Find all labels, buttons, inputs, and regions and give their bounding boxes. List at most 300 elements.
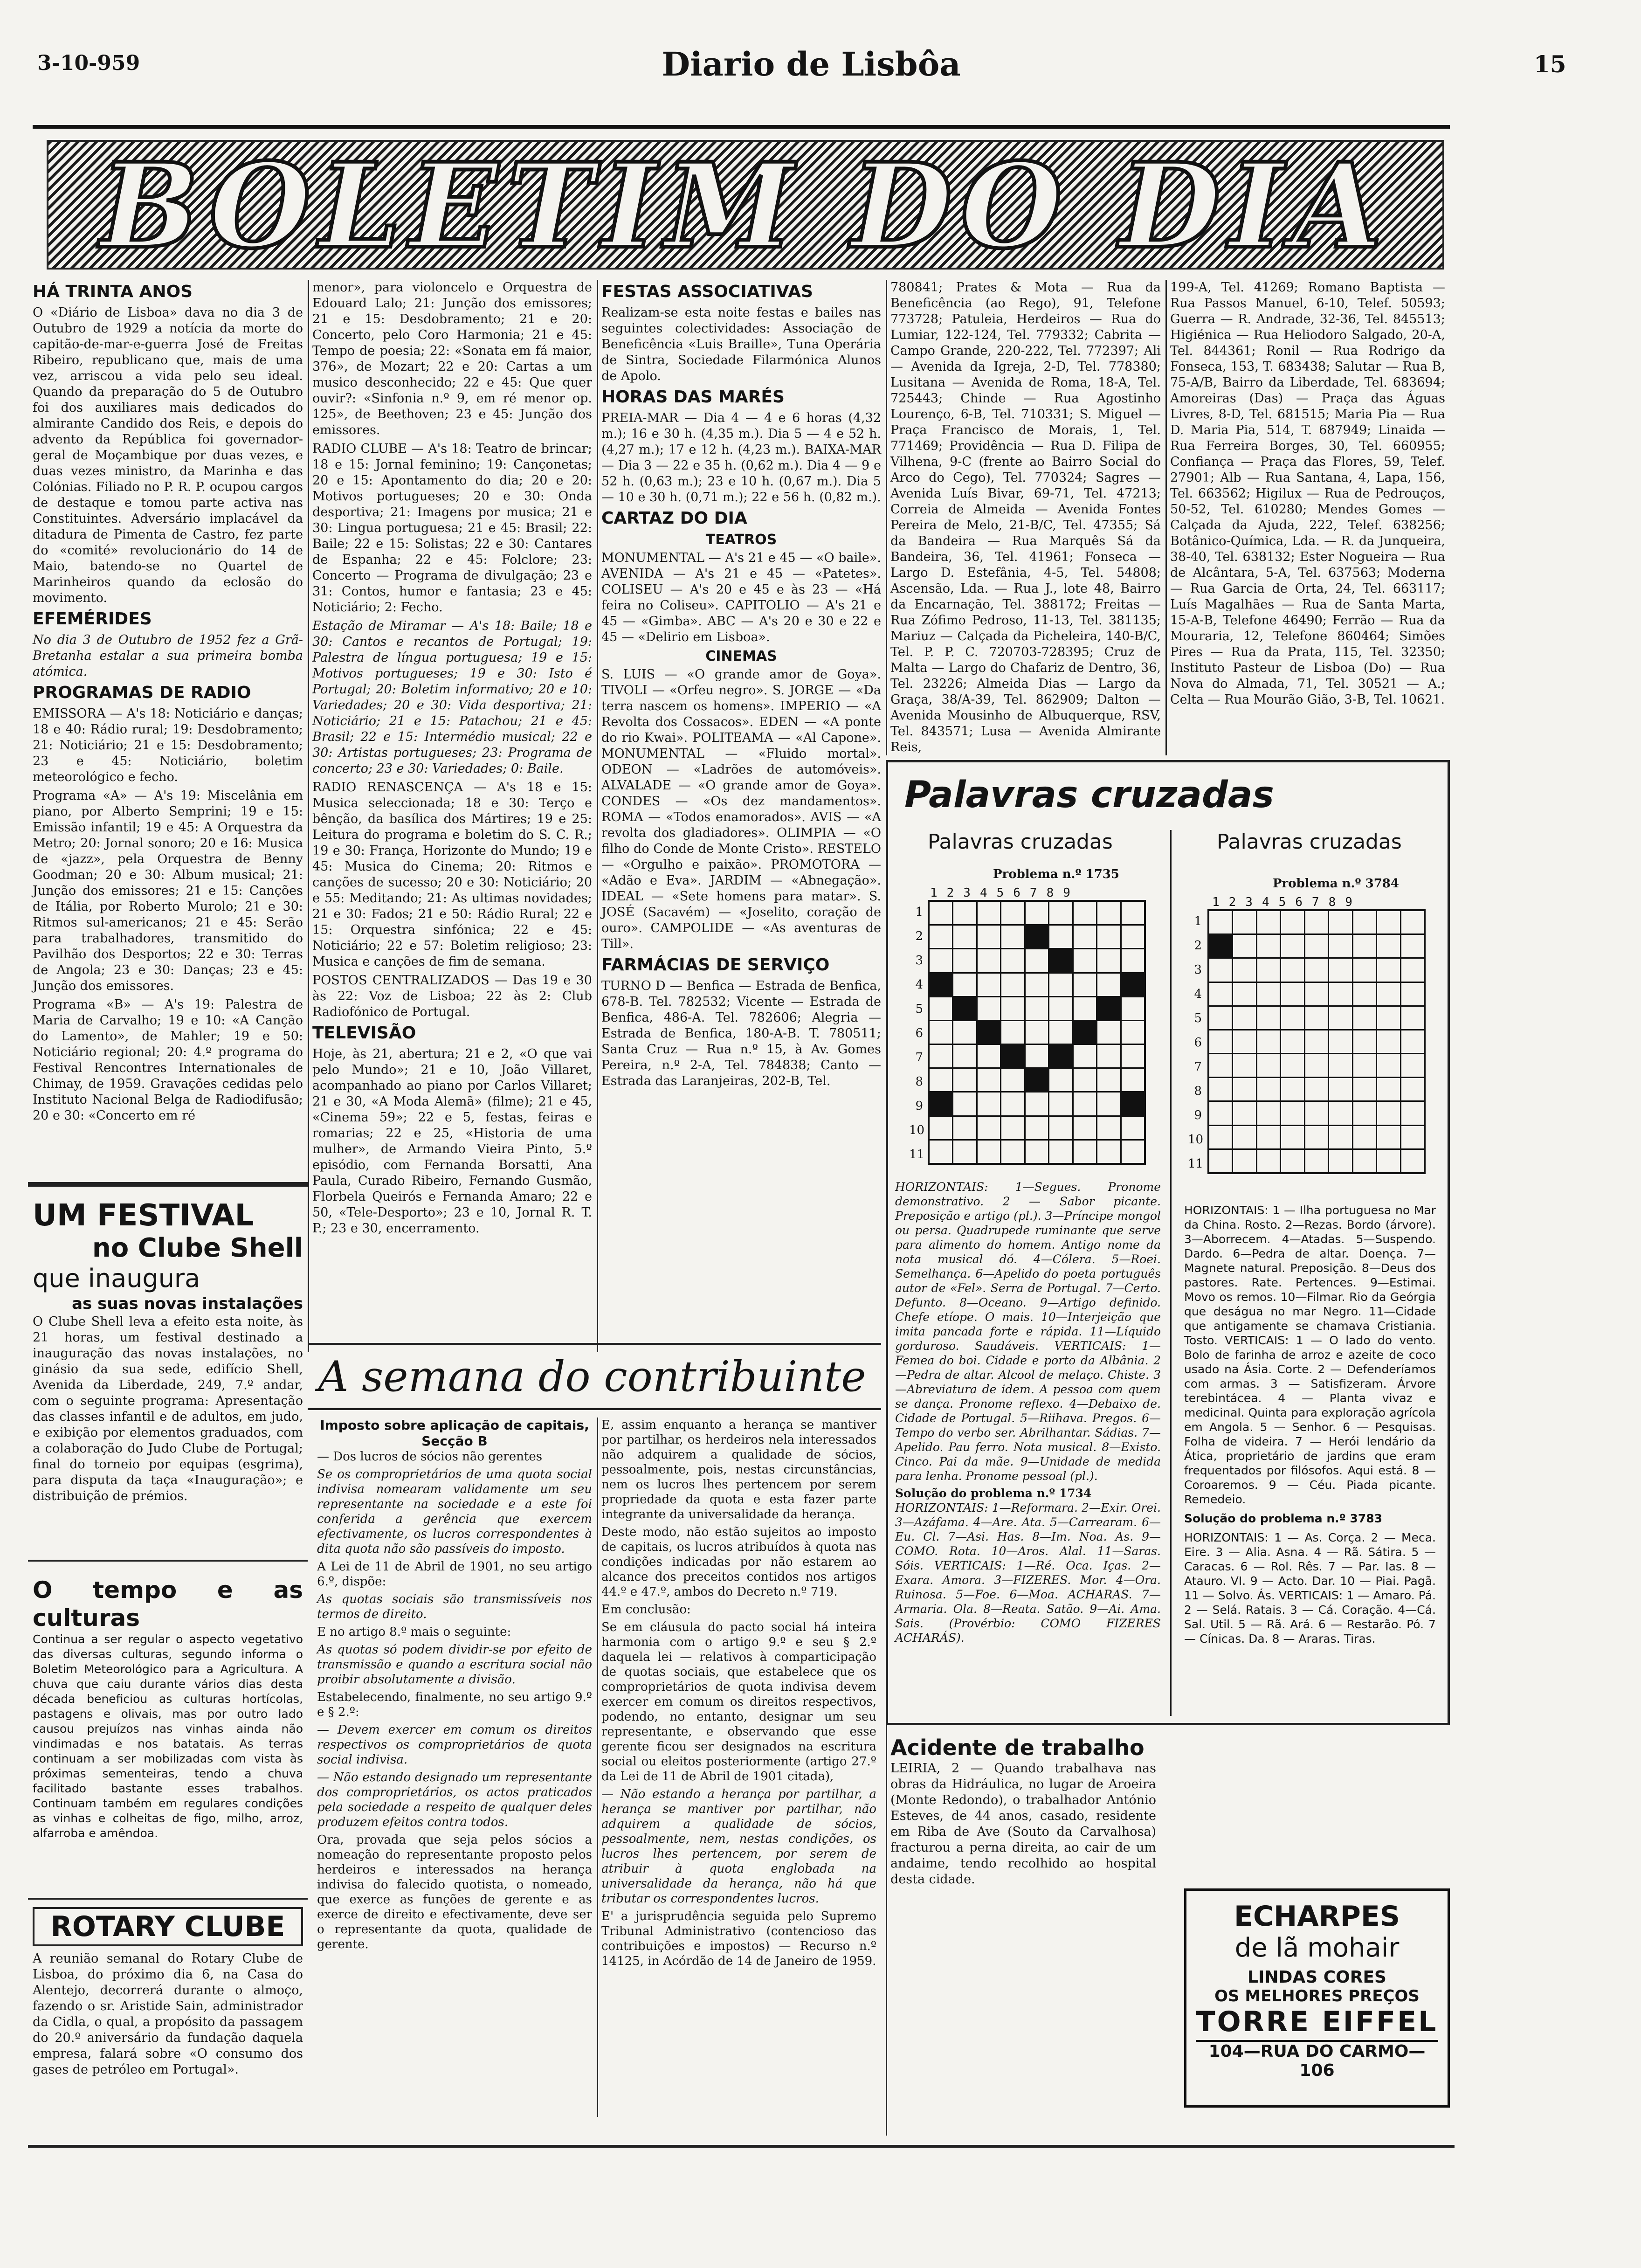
- problem-left-number: Problema n.º 1735: [993, 867, 1119, 881]
- grid-cell: [953, 949, 976, 972]
- grid-cell: [1074, 902, 1096, 924]
- farmacias-cont-2: 199-A, Tel. 41269; Romano Baptista — Rua Passos Manuel, 6-10, Telef. 50593; Guerra — R. Andrade, 32-36, Tel. 845513; Higiénica — Rua Heliodoro Salgado, 20-A, Tel. 844361; Ronil — Rua Rodrigo da Fonseca, 153, T. 683438; Salutar — Rua B, 75-A/B, Bairro da Liberdade, Tel. 683694; Amoreiras (Das) — Praça das Águas Livres, 8-D, Tel. 681515; Maria Pia — Rua D. Maria Pia, 514, T. 687949; Linaida — Rua Ferreira Borges, 30, Tel. 660955; Confiança — Praça das Flores, 59, Telef. 27901; Alb — Rua Santana, 4, Lapa, 156, Tel. 663562; Higilux — Rua de Pedrouços, 50-52, Tel. 610280; Mendes Gomes — Calçada da Ajuda, 222, Telef. 638256; Botânico-Química, Lda. — R. da Junqueira, 38-40, Tel. 638132; Ester Nogueira — Rua de Alcântara, 5-A, Tel. 637563; Moderna — Rua Garcia de Orta, 24, Tel. 663117; Luís Magalhães — Rua de Santa Marta, 15-A-B, Telefone 46490; Ferrão — Rua da Mouraria, 12, Telefone 860464; Simões Pires — Rua da Prata, 115, Tel. 32350; Instituto Pasteur de Lisboa (Do) — Rua Nova do Almada, 71, Tel. 30521 — A.; Celta — Rua Mourão Gião, 3-B, Tel. 10621.: [1170, 280, 1445, 707]
- radio-emissora: EMISSORA — A's 18: Noticiário e danças; 18 e 40: Rádio rural; 19: Desdobramento; 21: Noticiário; 21 e 15: Desdobramento; 23 e 45: Noticiário, boletim meteorológico e fecho.: [33, 706, 303, 784]
- crossword-grid-left: [928, 900, 1146, 1165]
- grid-cell: [1329, 1078, 1351, 1100]
- black-cell: [1209, 935, 1232, 957]
- crossword-right-clues: [1184, 1203, 1436, 1649]
- grid-cell: [1281, 1102, 1303, 1124]
- radio-heading: PROGRAMAS DE RADIO: [33, 683, 251, 702]
- row-number: 8: [915, 1075, 923, 1089]
- cinemas-text: S. LUIS — «O grande amor de Goya». TIVOLI — «Orfeu negro». S. JORGE — «Da terra nascem os homens». IMPERIO — «A Revolta dos Cossacos». EDEN — «A ponte do rio Kwai». POLITEAMA — «Al Capone». MONUMENTAL — «Fluido mortal». ODEON — «Ladrões de automóveis». ALVALADE — «O grande amor de Goya». CONDES — «Os dez mandamentos». ROMA — «Todos enamorados». AVIS — «A revolta dos gladiadores». OLIMPIA — «O filho do Conde de Monte Cristo». RESTELO — «Orgulho e paixão». PROMOTORA — «Adão e Eva». JARDIM — «Abnegação». IDEAL — «Sete homens para matar». S. JOSÉ (Sacavém) — «Joselito, coração de ouro». CAMPOLIDE — «As aventuras de Till».: [601, 667, 881, 951]
- issue-date: 3-10-959: [37, 51, 140, 75]
- grid-cell: [978, 974, 1000, 996]
- grid-cell: [1097, 1045, 1120, 1067]
- grid-cell: [1001, 974, 1024, 996]
- grid-cell: [1353, 911, 1376, 933]
- row-number: 6: [1194, 1036, 1202, 1050]
- grid-cell: [1074, 1141, 1096, 1163]
- festival-text: O Clube Shell leva a efeito esta noite, às 21 horas, um festival destinado a inauguração das novas instalações, no ginásio da sua sede, edifício Shell, Avenida da Liberdade, 249, 7.º andar, com o seguinte programa: Apresentação das classes infantil e de adultos, em judo, e exibição por elementos graduados, com a colaboração do Judo Clube de Portugal; final do torneio por equipas (esgrima), para disputa da taça «Inauguração»; e distribuição de prémios.: [33, 1314, 303, 1503]
- row-number: 11: [909, 1148, 925, 1162]
- grid-cell: [1097, 974, 1120, 996]
- grid-cell: [1353, 1054, 1376, 1077]
- grid-cell: [953, 926, 976, 948]
- column-5: [1170, 280, 1445, 711]
- black-cell: [930, 1093, 952, 1115]
- grid-cell: [1281, 1078, 1303, 1100]
- grid-cell: [1377, 911, 1400, 933]
- grid-cell: [978, 1069, 1000, 1091]
- grid-cell: [1401, 1102, 1424, 1124]
- grid-cell: [1233, 1007, 1255, 1029]
- black-cell: [1097, 997, 1120, 1020]
- grid-cell: [930, 902, 952, 924]
- grid-cell: [1074, 926, 1096, 948]
- crossword-left-clues: [895, 1180, 1161, 1648]
- semana-p5: E no artigo 8.º mais o seguinte:: [317, 1625, 511, 1639]
- trinta-text: O «Diário de Lisboa» dava no dia 3 de Outubro de 1929 a notícia da morte do capitão-de-mar-e-guerra José de Freitas Ribeiro, republicano que, mais de uma vez, arriscou a vida pelo seu ideal. Quando da preparação do 5 de Outubro foi dos auxiliares mais dedicados do almirante Candido dos Reis, e depois do advento da República foi governador-geral de Moçambique por duas vezes, e duas vezes ministro, da Marinha e das Colónias. Filiado no P. R. P. ocupou cargos de destaque e tomou parte activa nas Constituintes. Adversário implacável da ditadura de Pimenta de Castro, fez parte do «comité» revolucionário do 14 de Maio, batendo-se no Quartel de Marinheiros quando da eclosão do movimento.: [33, 305, 303, 605]
- row-number: 10: [909, 1123, 925, 1137]
- grid-cell: [978, 926, 1000, 948]
- row-number: 3: [915, 954, 923, 968]
- tv-text: Hoje, às 21, abertura; 21 e 2, «O que vai pelo Mundo»; 21 e 10, João Villaret, acompanhado ao piano por Carlos Villaret; 21 e 30, «A Moda Alemã» (filme); 21 e 45, «Cinema 59»; 22 e 5, festas, feiras e romarias; 22 e 25, «Historia de uma mulher», de Armando Vieira Pinto, 5.º episódio, com Fernanda Borsatti, Ana Paula, Curado Ribeiro, Fernando Gusmão, Florbela Queirós e Fernanda Amaro; 22 e 50, «Tele-Desporto»; 23 e 10, Jornal R. T. P.; 23 e 30, encerramento.: [312, 1047, 592, 1236]
- advert-prices: OS MELHORES PREÇOS: [1214, 1987, 1420, 2005]
- right-solution-heading: Solução do problema n.º 3783: [1184, 1512, 1383, 1525]
- grid-cell: [1097, 1141, 1120, 1163]
- row-number: 6: [915, 1026, 923, 1040]
- tempo-article: [33, 1576, 303, 1844]
- grid-cell: [1001, 949, 1024, 972]
- advert-headline: ECHARPES: [1234, 1900, 1400, 1933]
- grid-cell: [1074, 997, 1096, 1020]
- row-number: 7: [915, 1051, 923, 1065]
- radio-clube: RADIO CLUBE — A's 18: Teatro de brincar; 18 e 15: Jornal feminino; 19: Cançonetas; 20 e 15: Apontamento do dia; 20 e 20: Motivos portugueses; 20 e 30: Onda desportiva; 21: Imagens por musica; 21 e 30: Lingua portuguesa; 21 e 45: Brasil; 22: Baile; 22 e 15: Solistas; 22 e 30: Cantares de Espanha; 22 e 45: Folclore; 23: Concerto — Programa de divulgação; 23 e 31: Contos, humor e fantasia; 23 e 45: Noticiário; 2: Fecho.: [312, 442, 592, 615]
- grid-cell: [1233, 1150, 1255, 1172]
- grid-cell: [1049, 1093, 1072, 1115]
- grid-cell: [1122, 926, 1144, 948]
- grid-cell: [1097, 926, 1120, 948]
- problem-right-number: Problema n.º 3784: [1273, 877, 1399, 891]
- grid-cell: [1257, 959, 1280, 981]
- grid-cell: [1233, 1030, 1255, 1053]
- grid-cell: [1074, 1045, 1096, 1067]
- grid-cell: [1257, 1126, 1280, 1148]
- grid-cell: [978, 1045, 1000, 1067]
- grid-cell: [1353, 935, 1376, 957]
- grid-cell: [1209, 1054, 1232, 1077]
- semana-p11: E, assim enquanto a herança se mantiver por partilhar, os herdeiros nela interessados não adquirem a qualidade de sócios, pessoalmente, pois, nestas circunstâncias, nem os lucros lhes pertencem por serem propriedade da quota e esta fazer parte integrante da universalidade da herança.: [601, 1418, 876, 1521]
- grid-cell: [1281, 983, 1303, 1005]
- grid-cell: [1329, 935, 1351, 957]
- grid-cell: [1401, 1150, 1424, 1172]
- grid-cell: [1001, 926, 1024, 948]
- grid-cell: [1329, 911, 1351, 933]
- grid-cell: [930, 1117, 952, 1139]
- efemerides-heading: EFEMÉRIDES: [33, 609, 152, 629]
- grid-cell: [1209, 959, 1232, 981]
- banner-title: BOLETIM DO DIA: [100, 140, 1391, 270]
- grid-cell: [1305, 935, 1328, 957]
- rule-col1-col2: [308, 280, 309, 1352]
- grid-cell: [1209, 983, 1232, 1005]
- row-number: 7: [1194, 1060, 1202, 1074]
- grid-cell: [1026, 1021, 1048, 1044]
- grid-right-row-numbers: [1188, 909, 1202, 1176]
- grid-cell: [1329, 1102, 1351, 1124]
- grid-cell: [1329, 1126, 1351, 1148]
- grid-cell: [1097, 1021, 1120, 1044]
- semana-p10: Ora, provada que seja pelos sócios a nomeação do representante proposto pelos herdeiros e interessados na herança indivisa do falecido quotista, o nomeado, que exerce as funções de gerente e as exerce de direito e efectivamente, deve ser o representante da quota, qualidade de gerente.: [317, 1833, 592, 1951]
- radio-programa-b: Programa «B» — A's 19: Palestra de Maria de Carvalho; 19 e 10: «A Canção do Lamento», de Mahler; 19 e 50: Noticiário regional; 20: 4.º programa do Festival Rencontres Internationales de Chimay, de 1959. Gravações cedidas pelo Instituto Nacional Belga de Radiodifusão; 20 e 30: «Concerto em ré: [33, 997, 303, 1123]
- grid-cell: [1026, 949, 1048, 972]
- festival-kicker: que inaugura: [33, 1264, 200, 1293]
- grid-cell: [1305, 1150, 1328, 1172]
- grid-cell: [1281, 959, 1303, 981]
- crossword-grid-right: [1207, 909, 1426, 1174]
- semana-divider: [597, 1418, 598, 2117]
- grid-cell: [1026, 974, 1048, 996]
- row-number: 9: [915, 1099, 923, 1113]
- grid-cell: [1329, 1007, 1351, 1029]
- festival-article: [33, 1198, 303, 1507]
- semana-p2: Se os comproprietários de uma quota social indivisa nomearam validamente um seu representante na sociedade e a este foi conferida a gerência que exercem efectivamente, os lucros correspondentes à dita quota não são passíveis do imposto.: [317, 1467, 592, 1556]
- semana-column-2: [601, 1418, 876, 1971]
- grid-cell: [1377, 983, 1400, 1005]
- grid-cell: [930, 926, 952, 948]
- grid-cell: [1353, 1030, 1376, 1053]
- grid-cell: [953, 1093, 976, 1115]
- right-clues-text: HORIZONTAIS: 1 — Ilha portuguesa no Mar da China. Rosto. 2—Rezas. Bordo (árvore). 3—Aborrecem. 4—Atadas. 5—Suspendo. Dardo. 6—Pedra de altar. Doença. 7—Magnete natural. Preposição. 8—Deus dos pastores. Rate. Pertences. 9—Estimai. Movo os remos. 10—Filmar. Rio da Geórgia que deságua no mar Negro. 11—Cidade que antigamente se chamava Cristiania. Tosto. VERTICAIS: 1 — O lado do vento. Bolo de farinha de arroz e azeite de coco usado na Ásia. Corte. 2 — Defenderíamos com armas. 3 — Satisfizeram. Árvore terebintácea. 4 — Planta vivaz e medicinal. Quinta para exploração agrícola em Angola. 5 — Senhor. 6 — Pesquisas. Folha de videira. 7 — Herói lendário da Ática, proprietário de jardins que eram frequentados por filósofos. Aqui está. 8 — Coroaremos. 9 — Céu. Piada picante. Remedeio.: [1184, 1203, 1436, 1506]
- grid-cell: [1281, 935, 1303, 957]
- grid-cell: [1305, 1054, 1328, 1077]
- grid-cell: [1049, 974, 1072, 996]
- crossword-left-title: Palavras cruzadas: [928, 830, 1113, 854]
- grid-cell: [1049, 926, 1072, 948]
- grid-cell: [1233, 1126, 1255, 1148]
- grid-cell: [930, 1045, 952, 1067]
- grid-cell: [953, 1117, 976, 1139]
- grid-cell: [1001, 1093, 1024, 1115]
- grid-cell: [1353, 1150, 1376, 1172]
- black-cell: [1001, 1045, 1024, 1067]
- row-number: 2: [1194, 939, 1202, 953]
- grid-cell: [1049, 902, 1072, 924]
- semana-p9: — Não estando designado um representante dos comproprietários, os actos praticados pela sociedade a respeito de qualquer deles produzem efeitos contra todos.: [317, 1770, 592, 1829]
- grid-cell: [953, 1021, 976, 1044]
- column-4: [890, 280, 1161, 758]
- advert-material: de lã mohair: [1234, 1933, 1400, 1963]
- black-cell: [930, 974, 952, 996]
- grid-cell: [1281, 1030, 1303, 1053]
- grid-cell: [1049, 1141, 1072, 1163]
- grid-cell: [1233, 1054, 1255, 1077]
- grid-cell: [1305, 983, 1328, 1005]
- crossword-right-title: Palavras cruzadas: [1217, 830, 1402, 854]
- column-3: [601, 280, 881, 1092]
- grid-cell: [1377, 1007, 1400, 1029]
- grid-cell: [1209, 1150, 1232, 1172]
- left-solution-text: HORIZONTAIS: 1—Reformara. 2—Exir. Orei. 3—Azáfama. 4—Are. Ata. 5—Carrearam. 6—Eu. Cl. 7—Asi. Has. 8—Im. Noa. As. 9—COMO. Rota. 10—Aros. Alal. 11—Saras. Sóis. VERTICAIS: 1—Ré. Oca. Iças. 2—Exara. Amora. 3—FIZERES. Mor. 4—Ora. Ruinosa. 5—Foe. 6—Moa. ACHARAS. 7—Armaria. Ola. 8—Reata. Satão. 9—Ai. Ama. Sais. (Provérbio: COMO FIZERES ACHARÁS).: [895, 1501, 1161, 1645]
- mares-text: PREIA-MAR — Dia 4 — 4 e 6 horas (4,32 m.); 16 e 30 h. (4,35 m.). Dia 5 — 4 e 52 h. (4,27 m.); 17 e 12 h. (4,23 m.). BAIXA-MAR — Dia 3 — 22 e 35 h. (0,62 m.). Dia 4 — 9 e 52 h. (0,63 m.); 23 e 10 h. (0,67 m.). Dia 5 — 10 e 30 h. (0,71 m.); 22 e 56 h. (0,82 m.).: [601, 411, 881, 505]
- grid-cell: [978, 1141, 1000, 1163]
- right-solution-text: HORIZONTAIS: 1 — As. Corça. 2 — Meca. Eire. 3 — Alia. Asna. 4 — Rã. Sátira. 5 — Caracas. 6 — Rol. Rês. 7 — Par. Ias. 8 — Atauro. VI. 9 — Acto. Dar. 10 — Piai. Pagã. 11 — Solvo. Ás. VERTICAIS: 1 — Amaro. Pá. 2 — Selá. Ratais. 3 — Cá. Coração. 4—Cá. Sal. Util. 5 — Rã. Ará. 6 — Restarão. Pó. 7 — Cínicas. Da. 8 — Araras. Tiras.: [1184, 1531, 1436, 1646]
- black-cell: [1049, 1045, 1072, 1067]
- grid-cell: [1122, 1069, 1144, 1091]
- grid-cell: [1377, 1054, 1400, 1077]
- radio-renascenca: RADIO RENASCENÇA — A's 18 e 15: Musica seleccionada; 18 e 30: Terço e bênção, da basílica dos Mártires; 19 e 25: Leitura do programa e boletim do S. C. R.; 19 e 30: França, Horizonte do Mundo; 19 e 45: Musica do Cinema; 20: Ritmos e canções de sucesso; 20 e 30: Noticiário; 20 e 55: Meditando; 21: As ultimas novidades; 21 e 30: Fados; 21 e 50: Rádio Rural; 22 e 15: Orquestra sinfónica; 22 e 45: Noticiário; 22 e 57: Boletim religioso; 23: Musica e canções de fim de semana.: [312, 780, 592, 969]
- semana-p14: Se em cláusula do pacto social há inteira harmonia com o artigo 9.º e seu § 2.º daquela lei — relativos à comparticipação de quotas sociais, que estabelece que os comproprietários de quota indivisa devem exercer em comum os direitos respectivos, podendo, no entanto, designar um seu representante, e observando que esse gerente ficou ser designados na escritura social ou eleitos posteriormente (artigo 27.º da Lei de 11 de Abril de 1901 citada),: [601, 1620, 876, 1784]
- grid-cell: [1233, 959, 1255, 981]
- grid-cell: [1122, 1117, 1144, 1139]
- grid-cell: [1049, 997, 1072, 1020]
- masthead-title: Diario de Lisbôa: [662, 45, 961, 83]
- semana-p3: A Lei de 11 de Abril de 1901, no seu artigo 6.º, dispõe:: [317, 1560, 592, 1589]
- grid-cell: [930, 1141, 952, 1163]
- semana-p12: Deste modo, não estão sujeitos ao imposto de capitais, os lucros atribuídos à quota nas condições indicadas por não estarem ao alcance dos preceitos contidos nos artigos 44.º e 47.º, ambos do Decreto n.º 719.: [601, 1525, 876, 1599]
- grid-cell: [1305, 1102, 1328, 1124]
- black-cell: [1122, 974, 1144, 996]
- festas-heading: FESTAS ASSOCIATIVAS: [601, 282, 813, 301]
- grid-cell: [1001, 1117, 1024, 1139]
- grid-cell: [1026, 1141, 1048, 1163]
- grid-cell: [1209, 1078, 1232, 1100]
- row-number: 9: [1194, 1108, 1202, 1122]
- grid-cell: [1401, 911, 1424, 933]
- grid-cell: [1305, 1030, 1328, 1053]
- grid-cell: [1074, 1093, 1096, 1115]
- rule-col4-col5: [1165, 280, 1167, 755]
- grid-cell: [1026, 997, 1048, 1020]
- grid-cell: [1233, 1102, 1255, 1124]
- tv-heading: TELEVISÃO: [312, 1023, 416, 1043]
- grid-cell: [1209, 1126, 1232, 1148]
- grid-cell: [1097, 1069, 1120, 1091]
- grid-cell: [1401, 1007, 1424, 1029]
- crossword-title: Palavras cruzadas: [904, 774, 1274, 816]
- grid-cell: [1377, 1030, 1400, 1053]
- teatros-text: MONUMENTAL — A's 21 e 45 — «O baile». AVENIDA — A's 21 e 45 — «Patetes». COLISEU — A's 20 e 45 e às 23 — «Há feira no Coliseu». CAPITOLIO — A's 21 e 45 — «Gimba». ABC — A's 20 e 30 e 22 e 45 — «Delirio em Lisboa».: [601, 551, 881, 644]
- grid-cell: [1377, 1150, 1400, 1172]
- efemerides-text: No dia 3 de Outubro de 1952 fez a Grã-Bretanha estalar a sua primeira bomba atómica.: [33, 633, 303, 679]
- grid-cell: [1209, 1007, 1232, 1029]
- grid-cell: [1329, 1030, 1351, 1053]
- row-number: 4: [1194, 987, 1202, 1001]
- grid-cell: [1257, 1054, 1280, 1077]
- left-solution-heading: Solução do problema n.º 1734: [895, 1487, 1092, 1500]
- grid-cell: [953, 1069, 976, 1091]
- grid-cell: [1026, 1117, 1048, 1139]
- farmacias-text: TURNO D — Benfica — Estrada de Benfica, 678-B. Tel. 782532; Vicente — Estrada de Benfica, 486-A. Tel. 782606; Alegria — Estrada de Benfica, 180-A-B. T. 780511; Santa Cruz — Rua n.º 15, à Av. Gomes Pereira, n.º 2-A, Tel. 784838; Canto — Estrada das Laranjeiras, 202-B, Tel.: [601, 979, 881, 1088]
- row-number: 3: [1194, 963, 1202, 977]
- black-cell: [953, 997, 976, 1020]
- left-clues-text: HORIZONTAIS: 1—Segues. Pronome demonstrativo. 2 — Sabor picante. Preposição e artigo (pl.). 3—Príncipe mongol ou persa. Quadrupede ruminante que serve para alimento do homem. Antigo nome da nota musical dó. 4—Cólera. 5—Roei. Semelhança. 6—Apelido do poeta português autor de «Fel». Serra de Portugal. 7—Certo. Defunto. 8—Oceano. 9—Artigo definido. Chefe etíope. O mais. 10—Interjeição que imita pancada forte e rápida. 11—Líquido gorduroso. Saudáveis. VERTICAIS: 1—Femea do boi. Cidade e porto da Albânia. 2—Pedra de altar. Alcool de melaço. Chiste. 3—Abreviatura de idem. A pessoa com quem se dança. Pronome reflexo. 4—Debaixo de. Cidade de Portugal. 5—Riihava. Pregos. 6—Tempo do verbo ser. Abrilhantar. Sádias. 7—Apelido. Pau ferro. Nota musical. 8—Existo. Cinco. Pai da mãe. 9—Unidade de medida para lenha. Pronome pessoal (pl.).: [895, 1180, 1161, 1483]
- grid-cell: [1122, 949, 1144, 972]
- grid-cell: [1329, 1054, 1351, 1077]
- acidente-article: [890, 1735, 1156, 1890]
- advert-store: TORRE EIFFEL: [1196, 2005, 1438, 2038]
- grid-cell: [1353, 1102, 1376, 1124]
- grid-cell: [1097, 902, 1120, 924]
- rule-col3-col4: [886, 280, 887, 755]
- grid-cell: [1001, 997, 1024, 1020]
- grid-cell: [1353, 1007, 1376, 1029]
- grid-cell: [1401, 983, 1424, 1005]
- cinemas-heading: CINEMAS: [705, 648, 777, 664]
- grid-cell: [1001, 1141, 1024, 1163]
- row-number: 4: [915, 978, 923, 992]
- grid-cell: [1329, 1150, 1351, 1172]
- semana-p13: Em conclusão:: [601, 1603, 691, 1617]
- grid-cell: [1209, 1030, 1232, 1053]
- grid-cell: [1305, 1126, 1328, 1148]
- footer-rule: [28, 2145, 1455, 2148]
- grid-cell: [1353, 1078, 1376, 1100]
- row-number: 1: [1194, 914, 1202, 928]
- acidente-text: LEIRIA, 2 — Quando trabalhava nas obras da Hidráulica, no lugar de Aroeira (Monte Redondo), o trabalhador António Esteves, de 44 anos, casado, residente em Riba de Ave (Souto da Carvalhosa) fracturou a perna direita, ao cair de um andaime, tendo recolhido ao hospital desta cidade.: [890, 1761, 1156, 1887]
- grid-cell: [978, 949, 1000, 972]
- black-cell: [1049, 949, 1072, 972]
- grid-cell: [1353, 1126, 1376, 1148]
- grid-cell: [978, 1117, 1000, 1139]
- grid-cell: [1097, 949, 1120, 972]
- trinta-heading: HÁ TRINTA ANOS: [33, 282, 193, 301]
- grid-cell: [1257, 911, 1280, 933]
- grid-cell: [1329, 983, 1351, 1005]
- grid-cell: [1233, 935, 1255, 957]
- radio-miramar: Estação de Miramar — A's 18: Baile; 18 e 30: Cantos e recantos de Portugal; 19: Palestra de língua portuguesa; 19 e 15: Motivos portugueses; 19 e 30: Isto é Portugal; 20: Boletim informativo; 20 e 10: Variedades; 20 e 30: Vida desportiva; 21: Noticiário; 21 e 15: Patachou; 21 e 45: Brasil; 22 e 15: Intermédio musical; 22 e 30: Artistas portugueses; 23: Programa de concerto; 23 e 30: Variedades; 0: Baile.: [312, 619, 592, 776]
- grid-cell: [1281, 911, 1303, 933]
- black-cell: [1026, 1069, 1048, 1091]
- grid-cell: [1257, 1078, 1280, 1100]
- grid-cell: [1281, 1150, 1303, 1172]
- tempo-text: Continua a ser regular o aspecto vegetativo das diversas culturas, segundo informa o Boletim Meteorológico para a Agricultura. A chuva que caiu durante vários dias desta década beneficiou as culturas hortícolas, pastagens e olivais, mas por outro lado causou prejuízos nas vinhas ainda não vindimadas e nos batatais. As terras continuam a ser mobilizadas com vista às próximas sementeiras, tendo a chuva facilitado bastante esses trabalhos. Continuam também em regulares condições as vinhas e colheitas de figo, milho, arroz, alfarroba e amêndoa.: [33, 1632, 303, 1840]
- grid-cell: [1049, 1069, 1072, 1091]
- grid-cell: [1281, 1054, 1303, 1077]
- column-1-rule: [28, 1182, 308, 1187]
- grid-cell: [978, 1093, 1000, 1115]
- grid-cell: [1305, 1007, 1328, 1029]
- column-2: [312, 280, 592, 1239]
- grid-cell: [1122, 1045, 1144, 1067]
- advert-address: 104—RUA DO CARMO—106: [1196, 2040, 1438, 2080]
- semana-column-1: [317, 1418, 592, 1955]
- row-number: 5: [915, 1002, 923, 1016]
- rule-semana-acidente: [886, 1725, 887, 2136]
- grid-cell: [978, 902, 1000, 924]
- grid-cell: [1377, 935, 1400, 957]
- grid-cell: [1026, 902, 1048, 924]
- grid-cell: [1122, 902, 1144, 924]
- grid-cell: [1001, 1021, 1024, 1044]
- grid-cell: [1026, 1045, 1048, 1067]
- grid-cell: [1074, 1069, 1096, 1091]
- semana-subheading: Imposto sobre aplicação de capitais, Secção B: [320, 1418, 589, 1449]
- grid-cell: [1377, 1102, 1400, 1124]
- grid-cell: [930, 1021, 952, 1044]
- grid-cell: [1401, 1054, 1424, 1077]
- grid-cell: [1257, 1030, 1280, 1053]
- grid-left-column-numbers: 123456789: [930, 886, 1080, 900]
- grid-cell: [1074, 974, 1096, 996]
- grid-cell: [1401, 1126, 1424, 1148]
- mares-heading: HORAS DAS MARÉS: [601, 387, 785, 407]
- grid-cell: [1233, 983, 1255, 1005]
- grid-cell: [930, 949, 952, 972]
- column-1: [33, 280, 303, 1127]
- grid-cell: [1257, 1150, 1280, 1172]
- farmacias-cont-1: 780841; Prates & Mota — Rua da Beneficência (ao Rego), 91, Telefone 773728; Patuleia, Herdeiros — Rua do Lumiar, 122-124, Tel. 779332; Cabrita — Campo Grande, 220-222, Tel. 772397; Ali — Avenida da Igreja, 2-D, Tel. 778380; Lusitana — Avenida de Roma, 18-A, Tel. 725443; Chinde — Rua Agostinho Lourenço, 6-B, Tel. 710331; S. Miguel — Praça Francisco de Morais, 1, Tel. 771469; Providência — Rua D. Filipa de Vilhena, 9-C (frente ao Bairro Social do Arco do Cego), Tel. 770324; Sagres — Avenida Luís Bivar, 69-71, Tel. 47213; Correia de Almeida — Avenida Fontes Pereira de Melo, 21-B/C, Tel. 47355; Sá da Bandeira — Rua Marquês Sá da Bandeira, 36, Tel. 41961; Fonseca — Largo D. Estefânia, 4-5, Tel. 54808; Ascensão, Lda. — Rua J., lote 48, Bairro da Encarnação, Tel. 388172; Freitas — Rua Zófimo Pedroso, 11-13, Tel. 381135; Mariuz — Calçada da Picheleira, 140-B/C, Tel. P. P. C. 720703-728395; Cruz de Malta — Largo do Chafariz de Dentro, 36, Tel. 23226; Almeida Dias — Largo da Graça, 38/A-39, Tel. 862909; Dalton — Avenida Mousinho de Albuquerque, RSV, Tel. 843571; Lusa — Avenida Almirante Reis,: [890, 280, 1161, 754]
- festival-subtitle: no Clube Shell: [92, 1233, 303, 1263]
- grid-cell: [1001, 1069, 1024, 1091]
- cartaz-heading: CARTAZ DO DIA: [601, 509, 747, 528]
- grid-cell: [1377, 1126, 1400, 1148]
- grid-cell: [1122, 1021, 1144, 1044]
- radio-programa-b-cont: menor», para violoncelo e Orquestra de Edouard Lalo; 21: Junção dos emissores; 21 e 15: Desdobramento; 21 e 20: Concerto, pelo Coro Harmonia; 21 e 45: Tempo de poesia; 22: «Sonata em fá maior, 376», de Mozart; 22 e 20: Cartas a um musico desconhecido; 22 e 45: Que quer ouvir?: «Sinfonia n.º 9, em ré menor op. 125», de Beethoven; 23 e 45: Junção dos emissores.: [312, 280, 592, 437]
- row-number: 2: [915, 929, 923, 943]
- row-number: 1: [915, 905, 923, 919]
- grid-cell: [978, 997, 1000, 1020]
- festival-deck: as suas novas instalações: [72, 1294, 303, 1313]
- grid-cell: [1353, 959, 1376, 981]
- tempo-rule: [28, 1898, 308, 1900]
- festas-text: Realizam-se esta noite festas e bailes nas seguintes colectividades: Associação de Beneficência «Luis Braille», Tuna Operária de Sintra, Sociedade Filarmónica Alunos de Apolo.: [601, 305, 881, 383]
- grid-cell: [1097, 1117, 1120, 1139]
- grid-cell: [1377, 1078, 1400, 1100]
- grid-cell: [1074, 1117, 1096, 1139]
- grid-cell: [1049, 1117, 1072, 1139]
- grid-cell: [953, 1141, 976, 1163]
- grid-cell: [1209, 1102, 1232, 1124]
- grid-cell: [1377, 959, 1400, 981]
- radio-programa-a: Programa «A» — A's 19: Miscelânia em piano, por Alberto Semprini; 19 e 15: Emissão infantil; 19 e 45: A Orquestra da Metro; 20: Jornal sonoro; 20 e 16: Musica de «jazz», pela Orquestra de Benny Goodman; 20 e 30: Album musical; 21: Junção dos emissores; 21 e 15: Canções de Itália, por Roberto Murolo; 21 e 30: Ritmos sul-americanos; 21 e 45: Serão para trabalhadores, transmitido do Pavilhão dos Desportos; 22 e 30: Terras de Angola; 23 e 30: Danças; 23 e 45: Junção dos emissores.: [33, 788, 303, 993]
- grid-cell: [953, 974, 976, 996]
- grid-cell: [1209, 911, 1232, 933]
- semana-p1: — Dos lucros de sócios não gerentes: [317, 1450, 543, 1464]
- grid-cell: [1233, 1078, 1255, 1100]
- row-number: 8: [1194, 1084, 1202, 1098]
- grid-cell: [1049, 1021, 1072, 1044]
- semana-p6: As quotas só podem dividir-se por efeito de transmissão e quando a escritura social não proibir absolutamente a divisão.: [317, 1643, 592, 1687]
- grid-cell: [1401, 959, 1424, 981]
- festival-rule: [28, 1560, 308, 1562]
- grid-cell: [1401, 1078, 1424, 1100]
- semana-p16: E' a jurisprudência seguida pelo Supremo Tribunal Administrativo (contencioso das contribuições e impostos) — Recurso n.º 14125, in Acórdão de 14 de Janeiro de 1959.: [601, 1909, 876, 1968]
- rotary-title: ROTARY CLUBE: [33, 1907, 303, 1946]
- row-number: 5: [1194, 1011, 1202, 1025]
- grid-cell: [1305, 959, 1328, 981]
- semana-title: A semana do contribuinte: [318, 1352, 866, 1401]
- rotary-text: A reunião semanal do Rotary Clube de Lisboa, do próximo dia 6, na Casa do Alentejo, decorrerá durante o almoço, fazendo o sr. Aristide Sain, administrador da Cidla, o qual, a propósito da passagem do 20.º aniversário da fundação daquela empresa, falará sobre «O consumo dos gases de petróleo em Portugal».: [33, 1951, 303, 2077]
- grid-cell: [1401, 935, 1424, 957]
- black-cell: [1122, 1093, 1144, 1115]
- semana-bottom-rule: [308, 1408, 881, 1410]
- grid-cell: [1329, 959, 1351, 981]
- grid-cell: [1281, 1126, 1303, 1148]
- rotary-article: [33, 1907, 303, 2081]
- festival-title: UM FESTIVAL: [33, 1198, 254, 1233]
- grid-cell: [1281, 1007, 1303, 1029]
- rule-col2-col3: [597, 280, 598, 1352]
- acidente-title: Acidente de trabalho: [890, 1735, 1145, 1760]
- grid-cell: [1257, 983, 1280, 1005]
- grid-cell: [953, 1045, 976, 1067]
- grid-cell: [1074, 949, 1096, 972]
- page-number: 15: [1534, 50, 1566, 78]
- grid-cell: [1026, 1093, 1048, 1115]
- grid-cell: [1257, 1007, 1280, 1029]
- grid-right-column-numbers: 123456789: [1212, 895, 1362, 909]
- semana-p4: As quotas sociais são transmissíveis nos termos de direito.: [317, 1592, 592, 1621]
